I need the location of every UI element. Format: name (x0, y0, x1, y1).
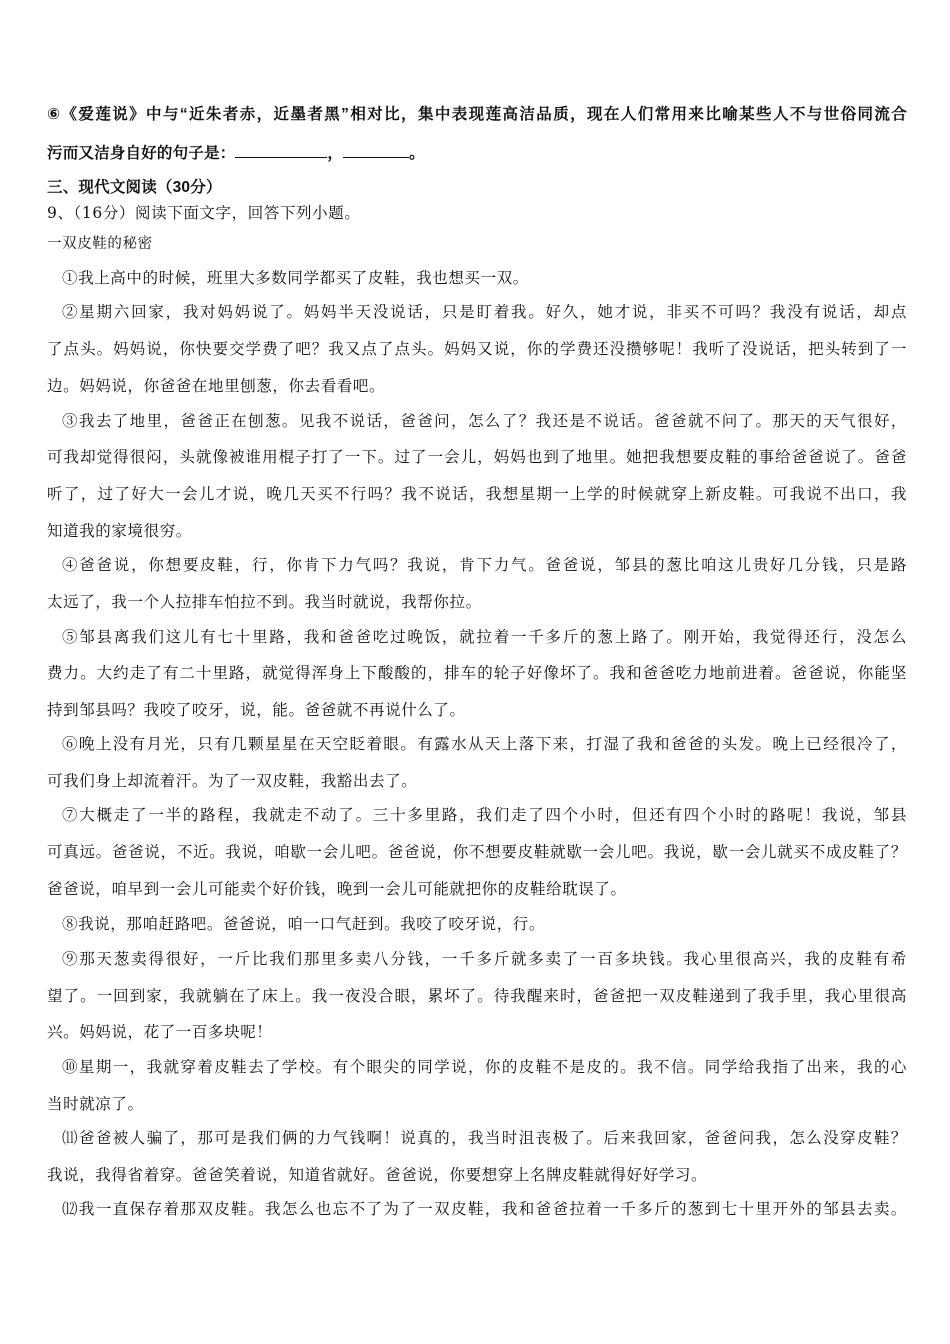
paragraph-line: ③我去了地里，爸爸正在刨葱。见我不说话，爸爸问，怎么了？我还是不说话。爸爸就不问了。那天的天气很好， (62, 412, 907, 430)
paragraph-line: ⑿我一直保存着那双皮鞋。我怎么也忘不了为了一双皮鞋，我和爸爸拉着一千多斤的葱到七十里开外的邹县去卖。 (62, 1200, 907, 1218)
paragraph-line: 当时就凉了。 (47, 1095, 144, 1113)
paragraph-line: 可真远。爸爸说，不近。我说，咱歇一会儿吧。爸爸说，你不想要皮鞋就歇一会儿吧。我说，歇一会儿就买不成皮鞋了？ (47, 843, 907, 861)
paragraph-line: ⑾爸爸被人骗了，那可是我们俩的力气钱啊！说真的，我当时沮丧极了。后来我回家，爸爸问我，怎么没穿皮鞋？ (62, 1129, 907, 1147)
paragraph-line: 知道我的家境很穷。 (47, 522, 192, 540)
question-6-prompt: 污而又洁身自好的句子是： (47, 145, 236, 162)
question-6-line-1: ⑥《爱莲说》中与“近朱者赤，近墨者黑”相对比，集中表现莲高洁品质，现在人们常用来比喻某些人不与世俗同流合 (47, 106, 907, 123)
paragraph-line: ①我上高中的时候，班里大多数同学都买了皮鞋，我也想买一双。 (62, 269, 529, 287)
paragraph-line: ⑦大概走了一半的路程，我就走不动了。三十多里路，我们走了四个小时，但还有四个小时的路呢！我说，邹县 (62, 806, 907, 824)
paragraph-line: 边。妈妈说，你爸爸在地里刨葱，你去看看吧。 (47, 377, 386, 395)
paragraph-line: ⑥晚上没有月光，只有几颗星星在天空眨着眼。有露水从天上落下来，打湿了我和爸爸的头发。晚上已经很冷了， (62, 735, 907, 753)
paragraph-line: 了点头。妈妈说，你快要交学费了吧？我又点了点头。妈妈又说，你的学费还没攒够呢！我听了没说话，把头转到了一 (47, 340, 907, 358)
article-title: 一双皮鞋的秘密 (47, 236, 153, 252)
paragraph-line: 可我却觉得很闷，头就像被谁用棍子打了一下。过了一会儿，妈妈也到了地里。她把我想要皮鞋的事给爸爸说了。爸爸 (47, 448, 907, 466)
period: 。 (409, 145, 425, 162)
paragraph-line: 爸爸说，咱早到一会儿可能卖个好价钱，晚到一会儿可能就把你的皮鞋给耽误了。 (47, 880, 627, 898)
paragraph-line: 持到邹县吗？我咬了咬牙，说，能。爸爸就不再说什么了。 (47, 701, 466, 719)
paragraph-line: ④爸爸说，你想要皮鞋，行，你肯下力气吗？我说，肯下力气。爸爸说，邹县的葱比咱这儿贵好几分钱，只是路 (62, 556, 907, 574)
paragraph-line: ②星期六回家，我对妈妈说了。妈妈半天没说话，只是盯着我。好久，她才说，非买不可吗？我没有说话，却点 (62, 303, 907, 321)
paragraph-line: ⑨那天葱卖得很好，一斤比我们那里多卖八分钱，一千多斤就多卖了一百多块钱。我心里很高兴，我的皮鞋有希 (62, 950, 907, 968)
paragraph-line: 我说，我得省着穿。爸爸笑着说，知道省就好。爸爸说，你要想穿上名牌皮鞋就得好好学习。 (47, 1166, 708, 1184)
comma: ， (327, 145, 344, 162)
paragraph-line: 太远了，我一个人拉排车怕拉不到。我当时就说，我帮你拉。 (47, 593, 482, 611)
section-title: 三、现代文阅读（30分） (47, 179, 222, 196)
paragraph-line: 望了。一回到家，我就躺在了床上。我一夜没合眼，累坏了。待我醒来时，爸爸把一双皮鞋递到了我手里，我心里很高 (47, 987, 907, 1005)
paragraph-line: 可我们身上却流着汗。为了一双皮鞋，我豁出去了。 (47, 772, 418, 790)
answer-blank-2[interactable] (343, 143, 409, 158)
paragraph-line: ⑧我说，那咱赶路吧。爸爸说，咱一口气赶到。我咬了咬牙说，行。 (62, 915, 546, 933)
paragraph-line: ⑩星期一，我就穿着皮鞋去了学校。有个眼尖的同学说，你的皮鞋不是皮的。我不信。同学给我指了出来，我的心 (62, 1058, 907, 1076)
paragraph-line: 听了，过了好大一会儿才说，晚几天买不行吗？我不说话，我想星期一上学的时候就穿上新皮鞋。可我说不出口，我 (47, 485, 907, 503)
question-6-line-2 (47, 141, 907, 163)
paragraph-line: ⑤邹县离我们这儿有七十里路，我和爸爸吃过晚饭，就拉着一千多斤的葱上路了。刚开始，我觉得还行，没怎么 (62, 628, 907, 646)
paragraph-line: 费力。大约走了有二十里路，就觉得浑身上下酸酸的，排车的轮子好像坏了。我和爸爸吃力地前进着。爸爸说，你能坚 (47, 664, 907, 682)
question-9-intro: 9、（16分）阅读下面文字，回答下列小题。 (47, 204, 361, 222)
paragraph-line: 兴。妈妈说，花了一百多块呢！ (47, 1023, 273, 1041)
answer-blank-1[interactable] (235, 143, 327, 158)
